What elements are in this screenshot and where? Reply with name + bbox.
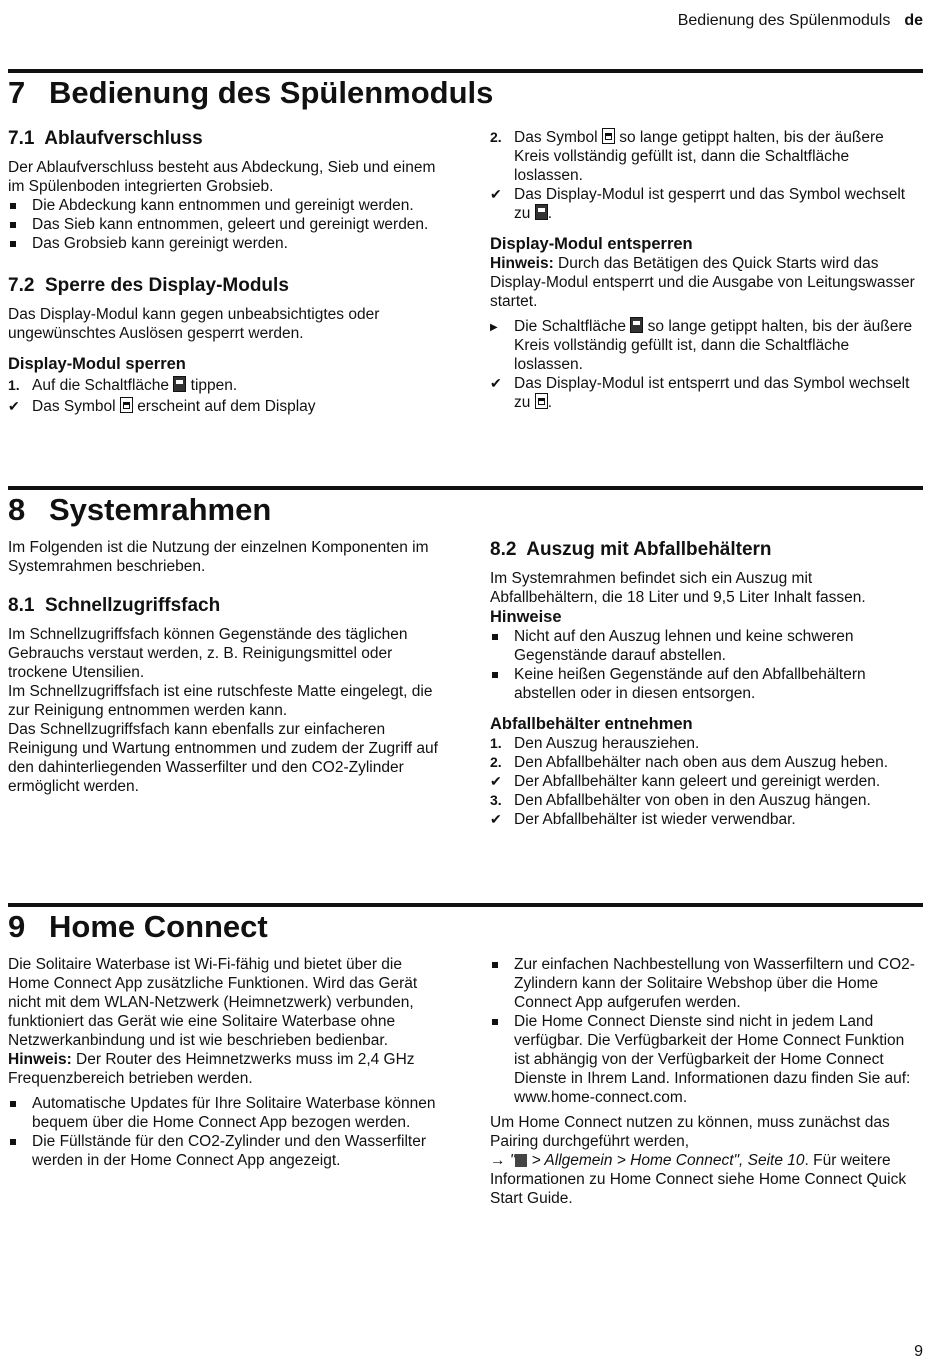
chapter-9-heading: 9 Home Connect (8, 909, 268, 944)
result-item: ✔ Das Symbol erscheint auf dem Display (8, 398, 316, 415)
language-code: de (904, 12, 923, 29)
result-item: ✔ Das Display-Modul ist gesperrt und das Symbol wechselt zu . (490, 186, 906, 222)
ch9-left-column (8, 955, 438, 1170)
lock-symbol-icon (602, 128, 615, 144)
ch8-intro: Im Folgenden ist die Nutzung der einzelnen Komponenten im Systemrahmen beschrieben. (8, 539, 429, 575)
list-item: Nicht auf den Auszug lehnen und keine schweren Gegenstände darauf abstellen. (514, 628, 854, 664)
step-item: ▶ Die Schaltfläche so lange getippt halten, bis der äußere Kreis vollständig gefüllt ist, dann die Schaltfläche loslassen. (490, 318, 913, 373)
chapter-8-heading: 8 Systemrahmen (8, 492, 272, 527)
lock-steps (8, 376, 438, 416)
step-item: 1. Den Auszug herausziehen. (490, 735, 700, 752)
list-item: Das Sieb kann entnommen, geleert und gereinigt werden. (32, 216, 429, 233)
step-item: 3. Den Abfallbehälter von oben in den Auszug hängen. (490, 792, 871, 809)
ch7-left-column (8, 128, 438, 416)
section-7-2-heading: 7.2 Sperre des Display-Moduls (8, 275, 289, 296)
list-item: Das Grobsieb kann gereinigt werden. (32, 235, 288, 252)
pairing-text: Um Home Connect nutzen zu können, muss zunächst das Pairing durchgeführt werden, (490, 1114, 890, 1150)
lock-symbol-icon (120, 397, 133, 413)
locked-symbol-icon (535, 204, 548, 220)
step-item: 1. Auf die Schaltfläche tippen. (8, 377, 238, 394)
section-7-1-intro: Der Ablaufverschluss besteht aus Abdeckung, Sieb und einem im Spülenboden integrierten Grobsieb. (8, 159, 436, 195)
list-item: Zur einfachen Nachbestellung von Wasserfiltern und CO2-Zylindern kann der Solitaire Webshop über die Home Connect App aufgerufen werden. (514, 956, 915, 1011)
hints-list (490, 627, 920, 703)
list-item: Die Abdeckung kann entnommen und gereinigt werden. (32, 197, 414, 214)
section-8-1-p2: Im Schnellzugriffsfach ist eine rutschfeste Matte eingelegt, die zur Reinigung entnommen werden kann. (8, 683, 433, 719)
remove-steps (490, 734, 920, 829)
ch9-hint: Hinweis: Der Router des Heimnetzwerks muss im 2,4 GHz Frequenzbereich betrieben werden. (8, 1051, 415, 1087)
list-item: Die Füllstände für den CO2-Zylinder und den Wasserfilter werden in der Home Connect App angezeigt. (32, 1133, 426, 1169)
ch9-features-right (490, 955, 920, 1107)
page-number: 9 (914, 1343, 923, 1360)
hints-heading: Hinweise (490, 608, 562, 626)
chapter-rule (8, 903, 923, 907)
remove-heading: Abfallbehälter entnehmen (490, 715, 693, 733)
section-7-1-list (8, 196, 438, 253)
section-8-1-p3: Das Schnellzugriffsfach kann ebenfalls zur einfacheren Reinigung und Wartung entnommen und zudem der Zugriff auf den dahinterliegenden Wasserfilter und den CO2-Zylinder ermöglicht werden. (8, 721, 438, 795)
unlock-heading: Display-Modul entsperren (490, 235, 693, 253)
chapter-7-heading (8, 77, 493, 108)
list-item: Die Home Connect Dienste sind nicht in jedem Land verfügbar. Die Verfügbarkeit der Home Connect Funktion ist abhängig von der Verfügbarkeit der Home Connect Dienste in Ihrem Land. Informationen dazu finden Sie auf: www.home-connect.com. (514, 1013, 911, 1106)
settings-icon (515, 1154, 527, 1167)
section-8-2-heading: 8.2 Auszug mit Abfallbehältern (490, 539, 772, 560)
list-item: Automatische Updates für Ihre Solitaire Waterbase können bequem über die Home Connect App bezogen werden. (32, 1095, 436, 1131)
result-item: ✔ Das Display-Modul ist entsperrt und das Symbol wechselt zu . (490, 375, 910, 411)
ch9-intro: Die Solitaire Waterbase ist Wi-Fi-fähig und bietet über die Home Connect App zusätzliche Funktionen. Wird das Gerät nicht mit dem WLAN-Netzwerk (Heimnetzwerk) verbunden, funktioniert das Gerät wie eine Solitaire Waterbase ohne Netzwerkanbindung und ist wie beschrieben bedienbar. (8, 956, 418, 1049)
header-title: Bedienung des Spülenmoduls (677, 12, 891, 29)
ch8-left-column (8, 538, 438, 796)
ch8-right-column (490, 539, 920, 829)
step-item: 2. Den Abfallbehälter nach oben aus dem Auszug heben. (490, 754, 888, 771)
lock-steps-cont (490, 128, 920, 223)
section-7-2-intro: Das Display-Modul kann gegen unbeabsichtigtes oder ungewünschtes Auslösen gesperrt werden. (8, 306, 380, 342)
section-7-1-heading: 7.1 Ablaufverschluss (8, 128, 203, 149)
unlock-hint: Hinweis: Durch das Betätigen des Quick Starts wird das Display-Modul entsperrt und die Ausgabe von Leitungswasser startet. (490, 255, 915, 310)
lock-heading: Display-Modul sperren (8, 355, 186, 373)
section-8-1-p1: Im Schnellzugriffsfach können Gegenstände des täglichen Gebrauchs verstaut werden, z. B. Reinigungsmittel oder trockene Utensilien. (8, 626, 408, 681)
result-item: ✔ Der Abfallbehälter ist wieder verwendbar. (490, 811, 796, 828)
chapter-rule (8, 486, 923, 490)
chapter-number: 7 (8, 75, 26, 110)
running-header (678, 12, 923, 30)
chapter-title: Bedienung des Spülenmoduls (49, 75, 494, 110)
step-item: 2. Das Symbol so lange getippt halten, bis der äußere Kreis vollständig gefüllt ist, dann die Schaltfläche loslassen. (490, 129, 884, 184)
lock-button-icon (173, 376, 186, 392)
cross-reference: → " > Allgemein > Home Connect", Seite 10. Für weitere Informationen zu Home Connect siehe Home Connect Quick Start Guide. (490, 1152, 907, 1207)
cross-reference-link[interactable]: > Allgemein > Home Connect", Seite 10 (531, 1152, 805, 1169)
list-item: Keine heißen Gegenstände auf den Abfallbehältern abstellen oder in diesen entsorgen. (514, 666, 866, 702)
unlocked-symbol-icon (535, 393, 548, 409)
ch7-right-column (490, 128, 920, 412)
unlock-steps (490, 317, 920, 412)
unlock-button-icon (630, 317, 643, 333)
ch9-right-column (490, 955, 920, 1208)
result-item: ✔ Der Abfallbehälter kann geleert und gereinigt werden. (490, 773, 881, 790)
ch9-features-left (8, 1094, 438, 1170)
section-8-2-intro: Im Systemrahmen befindet sich ein Auszug mit Abfallbehältern, die 18 Liter und 9,5 Liter Inhalt fassen. (490, 570, 866, 606)
chapter-rule (8, 69, 923, 73)
section-8-1-heading: 8.1 Schnellzugriffsfach (8, 595, 221, 616)
